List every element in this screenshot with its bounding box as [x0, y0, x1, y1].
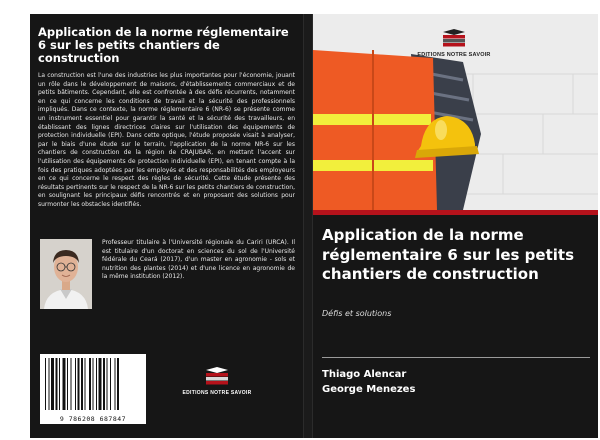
publisher-name-back: EDITIONS NOTRE SAVOIR — [182, 390, 252, 396]
publisher-logo-back — [182, 366, 252, 396]
author-list — [322, 367, 415, 397]
barcode — [40, 354, 146, 424]
front-cover-subtitle: Défis et solutions — [322, 309, 392, 318]
book-cover — [30, 14, 598, 438]
book-stack-icon — [439, 28, 469, 48]
accent-bar — [313, 210, 598, 215]
author-bio: Professeur titulaire à l'Université régionale du Cariri (URCA). Il est titulaire d'un doctorat en sciences du sol de l'Université fédérale du Ceará (2017), d'un master en agronomie - sols et nutrition des plantes (2014) et d'une licence en agronomie de la même institution (2012). — [102, 239, 295, 281]
front-cover-title: Application de la norme réglementaire 6 sur les petits chantiers de construction — [322, 226, 575, 283]
author-name: George Menezes — [322, 384, 416, 395]
back-cover-title: Application de la norme réglementaire 6 sur les petits chantiers de construction — [38, 25, 289, 65]
book-spine — [303, 14, 313, 438]
isbn-number: 9 786208 687847 — [59, 415, 127, 423]
divider-line — [322, 357, 590, 358]
back-cover — [30, 14, 303, 438]
back-cover-abstract: La construction est l'une des industries les plus importantes pour l'économie, jouant un rôle dans le développement de maisons, d'établissements commerciaux et de petits bâtiments. Cependant, elle est confrontée à des défis récurrents, notamment en ce qui concerne les conditions de travail et la sécurité des professionnels impliqués. Dans ce contexte, la norme réglementaire 6 (NR-6) se présente comme un instrument essentiel pour garantir la santé et la sécurité des travailleurs, en établissant des lignes directrices claires sur l'utilisation des équipements de protection individuelle (EPI). Dans cette optique, l'étude proposée visait à analyser, par le biais d'une étude sur le terrain, l'application de la norme NR-6 sur les chantiers de construction de la région de CRAJUBAR, en mettant l'accent sur l'utilisation des équipements de protection individuelle (EPI), en tenant compte à la fois des pratiques adoptées par les employés et des responsabilités des employeurs en ce qui concerne le respect des règles de sécurité. Cette étude présente des résultats pertinents sur le respect de la NR-6 sur les petits chantiers de construction, en soulignant les principaux défis rencontrés et en proposant des solutions pour surmonter les obstacles identifiés. — [38, 72, 295, 208]
author-photo — [40, 239, 92, 309]
author-name: Thiago Alencar — [322, 369, 407, 380]
barcode-bars — [40, 354, 146, 414]
publisher-name-front: EDITIONS NOTRE SAVOIR — [417, 52, 491, 58]
publisher-logo-front — [409, 28, 499, 58]
front-cover — [313, 14, 598, 438]
cover-photo — [313, 14, 598, 210]
book-stack-icon — [202, 366, 232, 386]
